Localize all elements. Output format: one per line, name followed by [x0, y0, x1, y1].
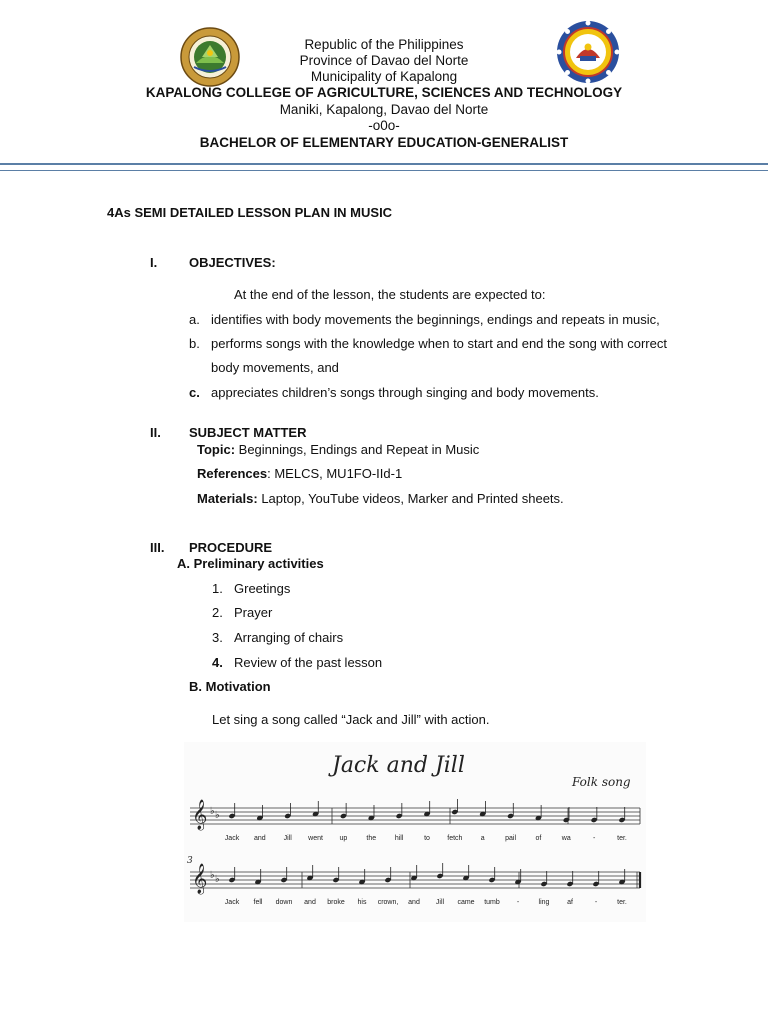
activity-text: Arranging of chairs: [234, 630, 344, 645]
objective-c-marker: c.: [189, 385, 200, 400]
activity-text: Prayer: [234, 605, 273, 620]
sheet-subtitle: Folk song: [572, 775, 631, 789]
objective-c-text: appreciates children’s songs through singing and body movements.: [211, 385, 599, 400]
activity-text: Greetings: [234, 581, 291, 596]
topic-line: [197, 442, 479, 458]
objective-b-text: performs songs with the knowledge when to start and end the song with correct: [211, 336, 667, 351]
lyric-syllable: -: [516, 899, 520, 906]
lyric-syllable: the: [366, 835, 377, 842]
topic-label: Topic:: [197, 442, 236, 457]
header-address: Maniki, Kapalong, Davao del Norte: [279, 102, 489, 117]
lyric-syllable: up: [339, 835, 348, 842]
header-program: BACHELOR OF ELEMENTARY EDUCATION-GENERALIST: [199, 135, 569, 150]
lyric-syllable: and: [408, 899, 420, 906]
flat-icon: ♭: [210, 806, 215, 817]
document-title: 4As SEMI DETAILED LESSON PLAN IN MUSIC: [107, 205, 393, 220]
procedure-heading: PROCEDURE: [189, 540, 273, 555]
lyric-syllable: to: [424, 835, 430, 842]
lyric-syllable: Jack: [224, 899, 240, 906]
objective-b-text-cont: body movements, and: [211, 360, 339, 375]
procedure-number: III.: [150, 540, 165, 555]
activity-number: 2.: [212, 605, 223, 620]
lyric-syllable: Jill: [283, 835, 292, 842]
lyric-syllable: hill: [394, 835, 404, 842]
references-label: References: [197, 466, 268, 481]
subject-matter-number: II.: [150, 425, 161, 440]
lyric-syllable: wa: [561, 835, 571, 842]
objectives-heading: OBJECTIVES:: [189, 255, 276, 270]
flat-icon: ♭: [210, 870, 215, 881]
references-value: : MELCS, MU1FO-IId-1: [267, 466, 403, 481]
lyric-syllable: ling: [538, 899, 550, 906]
lyric-syllable: -: [594, 899, 598, 906]
sheet-title: Jack and Jill: [332, 753, 465, 778]
header-divider-text: -o0o-: [368, 118, 400, 133]
objective-b-marker: b.: [189, 336, 200, 351]
lyric-syllable: of: [535, 835, 542, 842]
lyric-syllable: ter.: [617, 899, 627, 906]
references-line: [197, 466, 402, 482]
subject-matter-heading: SUBJECT MATTER: [189, 425, 307, 440]
jack-and-jill-sheet-music: [184, 742, 646, 922]
objectives-number: I.: [150, 255, 158, 270]
treble-clef-icon: 𝄞: [192, 800, 208, 830]
lyric-syllable: broke: [327, 899, 345, 906]
flat-icon: ♭: [215, 874, 220, 885]
lyric-syllable: and: [254, 835, 266, 842]
header-college-name: KAPALONG COLLEGE OF AGRICULTURE, SCIENCES AND TECHNOLOGY: [145, 85, 623, 100]
lyric-syllable: ter.: [617, 835, 627, 842]
objective-a-marker: a.: [189, 312, 200, 327]
objective-a-text: identifies with body movements the beginnings, endings and repeats in music,: [211, 312, 660, 327]
topic-value: Beginnings, Endings and Repeat in Music: [235, 442, 480, 457]
activity-number: 4.: [212, 655, 223, 670]
motivation-text: Let sing a song called “Jack and Jill” with action.: [212, 712, 490, 727]
lyric-syllable: came: [457, 899, 475, 906]
header-rule-top: [0, 163, 768, 165]
motivation-heading: B. Motivation: [189, 679, 271, 694]
activity-number: 1.: [212, 581, 223, 596]
flat-icon: ♭: [215, 810, 220, 821]
header-rule-bottom: [0, 170, 768, 171]
objectives-intro: At the end of the lesson, the students are expected to:: [234, 287, 546, 302]
treble-clef-icon: 𝄞: [192, 864, 208, 894]
lyric-syllable: pail: [505, 835, 517, 842]
lyric-syllable: went: [308, 835, 323, 842]
materials-value: Laptop, YouTube videos, Marker and Printed sheets.: [257, 491, 564, 506]
header-municipality: Municipality of Kapalong: [310, 69, 458, 84]
header-republic: Republic of the Philippines: [304, 37, 464, 52]
lyric-syllable: Jill: [435, 899, 445, 906]
lyric-syllable: down: [275, 899, 293, 906]
preliminary-activities-heading: A. Preliminary activities: [177, 556, 324, 571]
materials-line: [197, 491, 564, 507]
measure-number: 3: [187, 856, 193, 866]
lyric-syllable: and: [304, 899, 316, 906]
lyric-syllable: Jack: [224, 835, 240, 842]
activity-number: 3.: [212, 630, 223, 645]
lyric-syllable: fetch: [447, 835, 463, 842]
lyric-syllable: tumb: [484, 899, 500, 906]
lyric-syllable: -: [592, 835, 596, 842]
lyric-syllable: a: [480, 835, 485, 842]
lyric-syllable: his: [357, 899, 367, 906]
lyric-syllable: fell: [253, 899, 263, 906]
activity-text: Review of the past lesson: [234, 655, 383, 670]
lyric-syllable: af: [567, 899, 573, 906]
lyric-syllable: crown,: [377, 899, 399, 906]
materials-label: Materials:: [197, 491, 258, 506]
header-province: Province of Davao del Norte: [299, 53, 469, 68]
